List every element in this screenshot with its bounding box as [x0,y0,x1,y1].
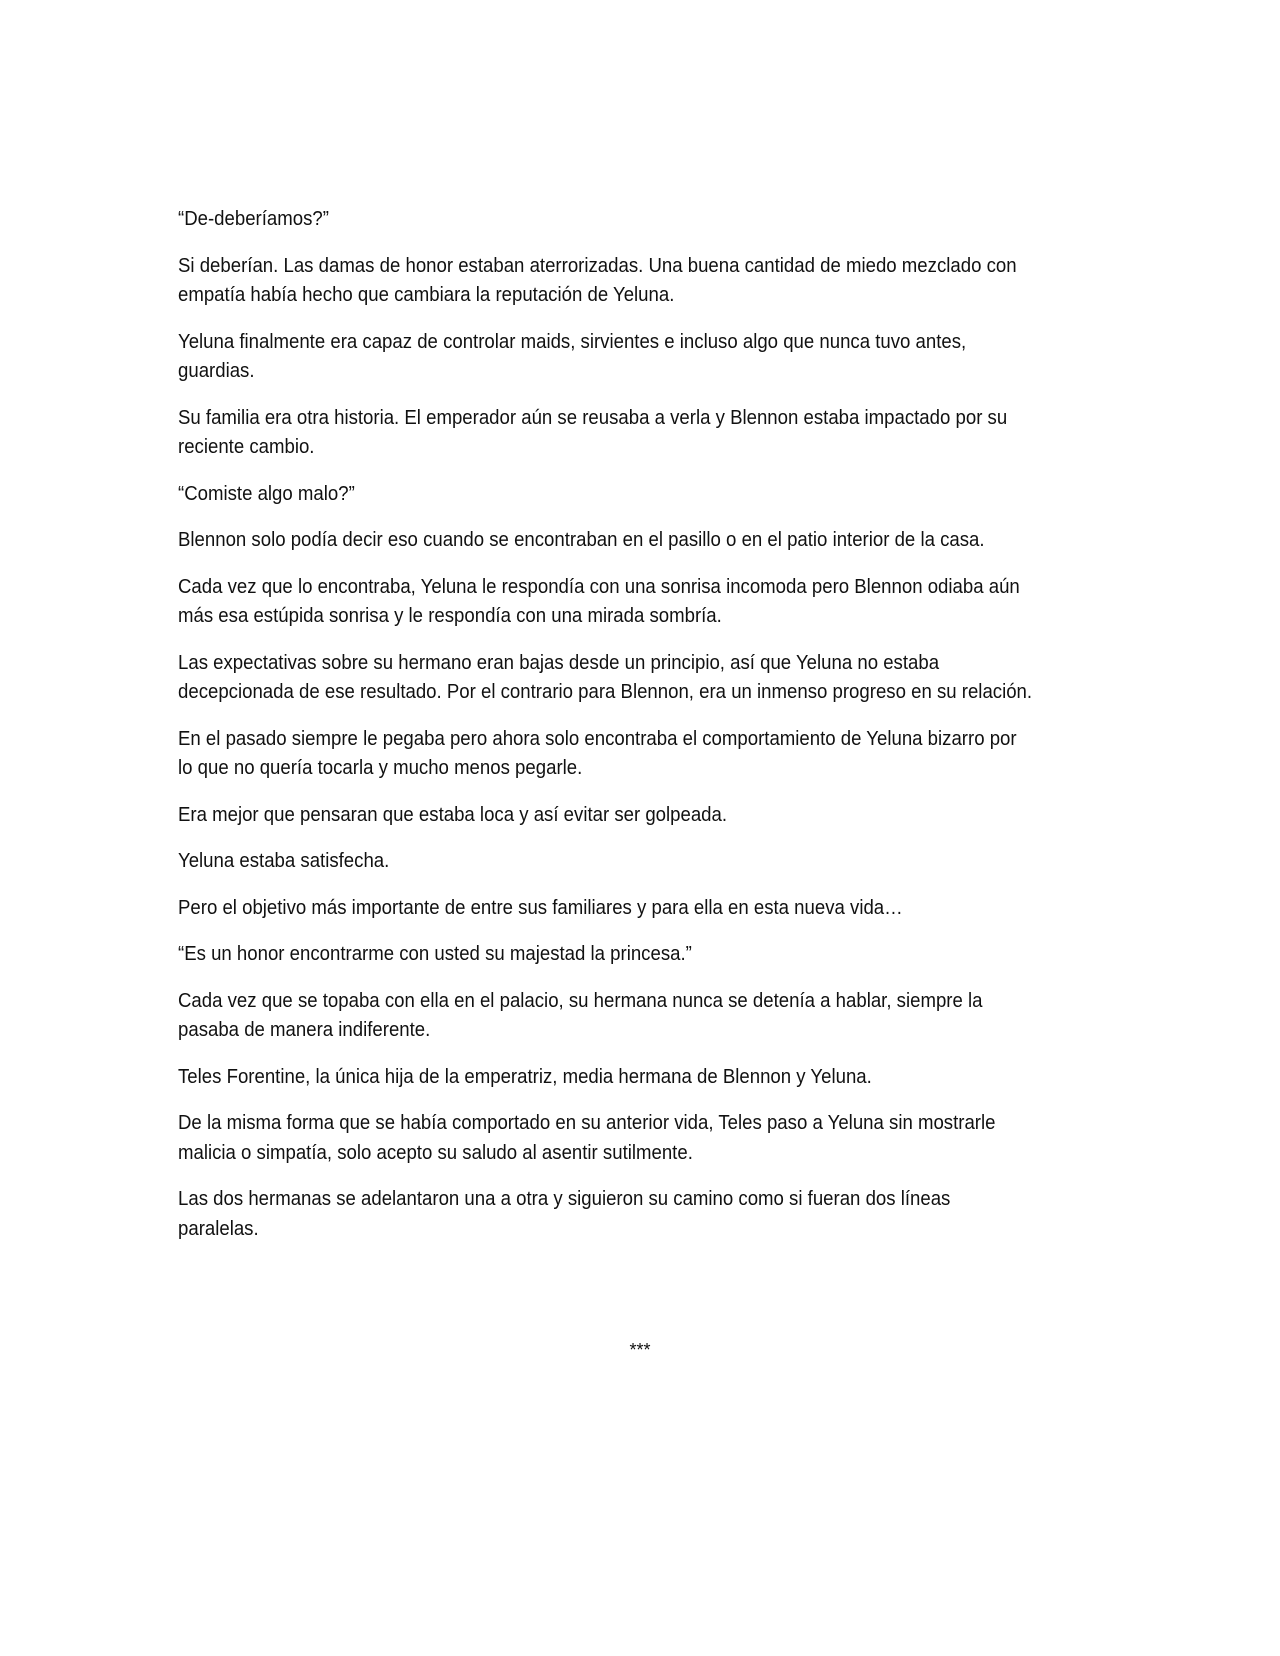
paragraph: Las dos hermanas se adelantaron una a otra y siguieron su camino como si fueran dos líneas paralelas. [178,1188,951,1240]
paragraph: Pero el objetivo más importante de entre sus familiares y para ella en esta nueva vida… [178,896,903,919]
paragraph: “Es un honor encontrarme con usted su majestad la princesa.” [178,943,692,965]
section-separator: *** [629,1340,651,1360]
paragraph: Blennon solo podía decir eso cuando se encontraban en el pasillo o en el patio interior de la casa. [178,529,985,551]
paragraph: Teles Forentine, la única hija de la emperatriz, media hermana de Blennon y Yeluna. [178,1065,872,1088]
paragraph: Las expectativas sobre su hermano eran bajas desde un principio, así que Yeluna no estaba decepcionada de ese resultado. Por el contrario para Blennon, era un inmenso progreso en su relación. [178,651,1033,703]
paragraph: Era mejor que pensaran que estaba loca y así evitar ser golpeada. [178,803,728,826]
paragraph: Su familia era otra historia. El emperador aún se reusaba a verla y Blennon estaba impactado por su reciente cambio. [178,406,1008,458]
paragraph: Si deberían. Las damas de honor estaban aterrorizadas. Una buena cantidad de miedo mezclado con empatía había hecho que cambiara la reputación de Yeluna. [178,254,1017,306]
document-body [178,205,1034,1261]
paragraph: Yeluna estaba satisfecha. [178,850,390,872]
paragraph: Cada vez que lo encontraba, Yeluna le respondía con una sonrisa incomoda pero Blennon odiaba aún más esa estúpida sonrisa y le respondía con una mirada sombría. [178,575,1020,627]
paragraph: “Comiste algo malo?” [178,482,355,505]
paragraph: De la misma forma que se había comportado en su anterior vida, Teles paso a Yeluna sin mostrarle malicia o simpatía, solo acepto su saludo al asentir sutilmente. [178,1112,996,1164]
paragraph: “De-deberíamos?” [178,208,329,230]
paragraph: Yeluna finalmente era capaz de controlar maids, sirvientes e incluso algo que nunca tuvo antes, guardias. [178,330,967,382]
paragraph: En el pasado siempre le pegaba pero ahora solo encontraba el comportamiento de Yeluna bizarro por lo que no quería tocarla y mucho menos pegarle. [178,727,1017,779]
paragraph: Cada vez que se topaba con ella en el palacio, su hermana nunca se detenía a hablar, siempre la pasaba de manera indiferente. [178,989,983,1041]
